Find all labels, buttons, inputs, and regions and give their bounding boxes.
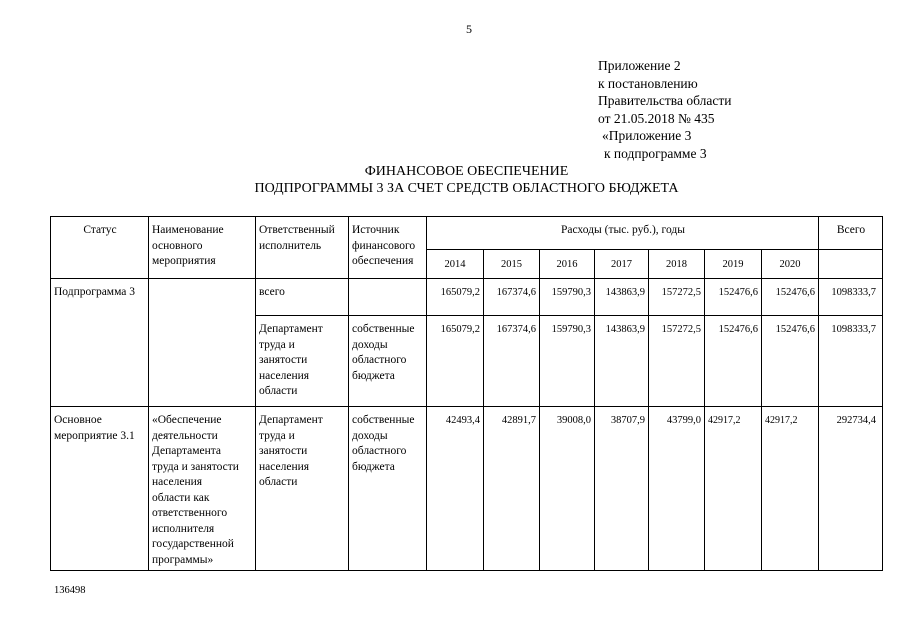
cell-line: Департамент (259, 323, 323, 335)
header-line: Ответственный (259, 224, 335, 236)
table-row (51, 407, 883, 571)
header-line: Наименование (152, 224, 224, 236)
total-cell: 1098333,7 (819, 279, 883, 316)
cell-line: труда и занятости (152, 460, 239, 473)
cell-line: населения (259, 460, 310, 473)
header-line: основного (152, 239, 203, 252)
total-cell: 1098333,7 (819, 316, 883, 407)
cell-line: собственные (352, 414, 415, 426)
cell-line: области как (152, 491, 210, 504)
cell-line: области (259, 476, 298, 488)
cell-line: деятельности (152, 429, 218, 442)
cell-line: областного (352, 354, 407, 366)
main-event-status (51, 407, 149, 571)
year-cell: 2014 (427, 250, 484, 279)
header-total: Всего (819, 217, 883, 250)
financing-table (50, 216, 883, 571)
value-cell: 43799,0 (649, 407, 705, 571)
header-line: мероприятия (152, 255, 216, 267)
header-source (349, 217, 427, 279)
header-name (149, 217, 256, 279)
value-cell: 152476,6 (762, 316, 819, 407)
cell-line: областного (352, 445, 407, 457)
year-cell: 2018 (649, 250, 705, 279)
year-cell: 2019 (705, 250, 762, 279)
header-line: Источник (352, 224, 400, 236)
empty-cell (819, 250, 883, 279)
cell-line: исполнителя (152, 522, 215, 535)
empty-cell (149, 279, 256, 407)
value-cell: 159790,3 (540, 279, 595, 316)
subprogram-status: Подпрограмма 3 (51, 279, 149, 407)
cell-line: мероприятие 3.1 (54, 429, 135, 442)
value-cell: 143863,9 (595, 279, 649, 316)
appendix-line: от 21.05.2018 № 435 (598, 110, 715, 126)
executor-cell (256, 316, 349, 407)
page-number: 5 (466, 22, 472, 36)
value-cell: 152476,6 (705, 279, 762, 316)
appendix-line: Правительства области (598, 93, 732, 108)
source-cell (349, 316, 427, 407)
appendix-line: «Приложение 3 (602, 128, 692, 143)
year-cell: 2015 (484, 250, 540, 279)
value-cell: 165079,2 (427, 279, 484, 316)
main-event-name (149, 407, 256, 571)
cell-line: бюджета (352, 369, 395, 382)
value-cell: 165079,2 (427, 316, 484, 407)
cell-line: собственные (352, 323, 415, 335)
table-row (51, 279, 883, 316)
year-cell: 2020 (762, 250, 819, 279)
cell-line: «Обеспечение (152, 414, 222, 426)
value-cell: 152476,6 (762, 279, 819, 316)
header-expenses: Расходы (тыс. руб.), годы (427, 217, 819, 250)
cell-line: труда и (259, 429, 295, 442)
year-cell: 2017 (595, 250, 649, 279)
table-header-row (51, 217, 883, 250)
document-code: 136498 (54, 585, 86, 596)
document-subtitle: ПОДПРОГРАММЫ 3 ЗА СЧЕТ СРЕДСТВ ОБЛАСТНОГО БЮДЖЕТА (254, 181, 679, 196)
value-cell: 38707,9 (595, 407, 649, 571)
header-line: исполнитель (259, 239, 322, 252)
appendix-line: Приложение 2 (598, 58, 681, 73)
value-cell: 167374,6 (484, 279, 540, 316)
cell-line: области (259, 385, 298, 397)
value-cell: 157272,5 (649, 279, 705, 316)
total-cell: 292734,4 (819, 407, 883, 571)
value-cell: 42493,4 (427, 407, 484, 571)
cell-line: Основное (54, 414, 102, 426)
cell-line: ответственного (152, 507, 228, 519)
executor-cell: всего (256, 279, 349, 316)
value-cell: 159790,3 (540, 316, 595, 407)
appendix-line: к постановлению (598, 75, 698, 91)
value-cell: 157272,5 (649, 316, 705, 407)
value-cell: 42917,2 (762, 407, 819, 571)
appendix-reference (598, 57, 731, 162)
value-cell: 143863,9 (595, 316, 649, 407)
empty-cell (349, 279, 427, 316)
cell-line: бюджета (352, 460, 395, 473)
executor-cell (256, 407, 349, 571)
cell-line: доходы (352, 338, 388, 351)
cell-line: доходы (352, 429, 388, 442)
cell-line: государственной (152, 538, 234, 550)
value-cell: 167374,6 (484, 316, 540, 407)
cell-line: Департамент (259, 414, 323, 426)
document-title: ФИНАНСОВОЕ ОБЕСПЕЧЕНИЕ (364, 164, 569, 179)
cell-line: занятости (259, 354, 308, 366)
cell-line: населения (152, 476, 203, 488)
cell-line: занятости (259, 445, 308, 457)
cell-line: труда и (259, 338, 295, 351)
year-cell: 2016 (540, 250, 595, 279)
source-cell (349, 407, 427, 571)
value-cell: 42917,2 (705, 407, 762, 571)
cell-line: населения (259, 369, 310, 382)
cell-line: программы» (152, 553, 214, 566)
header-line: финансового (352, 239, 416, 252)
header-executor (256, 217, 349, 279)
header-status: Статус (51, 217, 149, 279)
value-cell: 39008,0 (540, 407, 595, 571)
cell-line: Департамента (152, 445, 222, 457)
header-line: обеспечения (352, 255, 414, 267)
appendix-line: к подпрограмме 3 (604, 145, 707, 161)
value-cell: 42891,7 (484, 407, 540, 571)
value-cell: 152476,6 (705, 316, 762, 407)
